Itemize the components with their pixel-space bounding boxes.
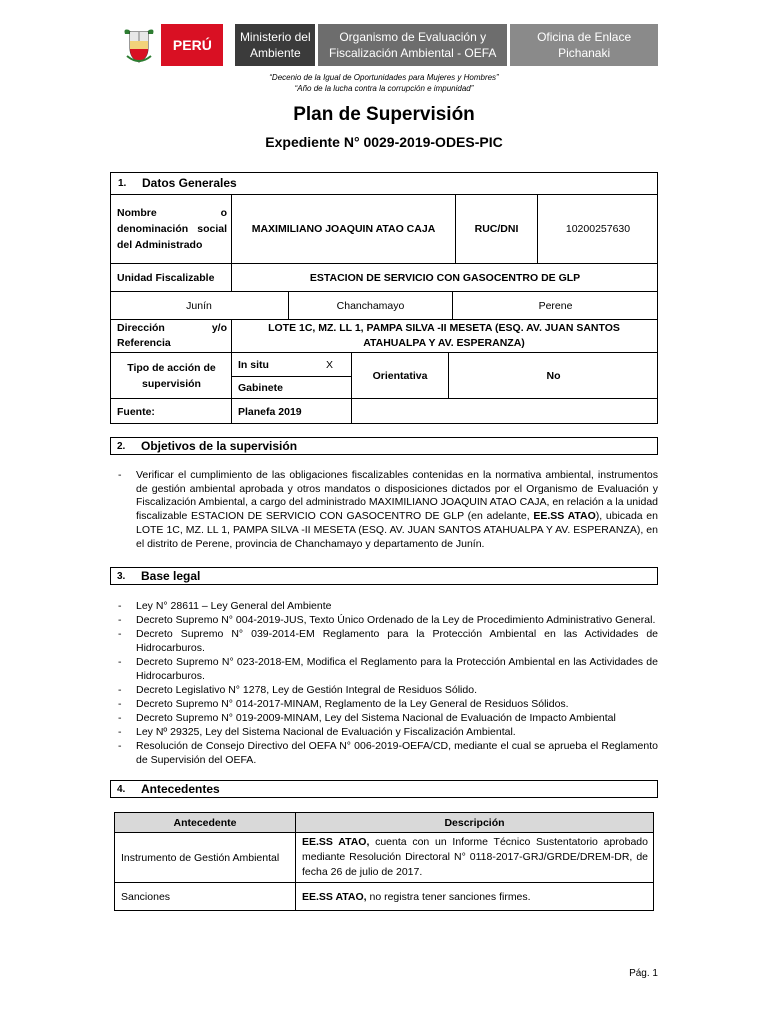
page-title: Plan de Supervisión xyxy=(293,104,475,125)
orientative-label: Orientativa xyxy=(372,369,428,382)
district-value: Perene xyxy=(538,299,573,312)
list-bullet: - xyxy=(118,656,122,668)
in-situ-mark: X xyxy=(326,358,334,371)
action-type-label: Tipo de acción de supervisión xyxy=(127,361,216,390)
orientative-value: No xyxy=(546,369,561,382)
list-bullet: - xyxy=(118,628,122,640)
objective-text-part: Verificar el cumplimiento de las obligaciones fiscalizables contenidas en la normativa ambiental, instrumentos de gestión ambiental aprobada y otros mandatos o disposiciones dictados por el Organismo de Evaluación y Fiscalización Ambiental, a cargo del administrado MAXIMILIANO JOAQUIN ATAO CAJA, en relación a la unidad fiscalizable ESTACION DE SERVICIO CON GASOCENTRO DE GLP (en adelante, xyxy=(136,469,658,523)
legal-item xyxy=(118,684,658,698)
unit-label: Unidad Fiscalizable xyxy=(117,271,215,284)
section4-number: 4. xyxy=(117,783,126,795)
list-bullet: - xyxy=(118,684,122,696)
ruc-value: 10200257630 xyxy=(565,223,631,235)
section4-heading xyxy=(110,780,658,798)
list-bullet: - xyxy=(118,600,122,612)
section3-heading xyxy=(110,567,658,585)
legal-item-text: Resolución de Consejo Directivo del OEFA N° 006-2019-OEFA/CD, mediante el cual se aprueba el Reglamento de Supervisión del OEFA. xyxy=(136,740,658,766)
section3-number: 3. xyxy=(117,570,126,582)
list-bullet: - xyxy=(118,712,122,724)
legal-item xyxy=(118,656,658,683)
legal-item xyxy=(118,614,658,628)
page-number: Pág. 1 xyxy=(629,968,658,979)
legal-item-text: Decreto Legislativo N° 1278, Ley de Gestión Integral de Residuos Sólido. xyxy=(136,684,477,696)
motto-line-1: “Decenio de la Igual de Oportunidades para Mujeres y Hombres” xyxy=(269,73,499,82)
legal-item xyxy=(118,600,658,614)
gabinete-label: Gabinete xyxy=(238,381,283,394)
objective-item xyxy=(118,469,658,551)
legal-item xyxy=(118,712,658,726)
ruc-label: RUC/DNI xyxy=(474,223,519,235)
name-value: MAXIMILIANO JOAQUIN ATAO CAJA xyxy=(251,223,436,235)
row2-description-text: no registra tener sanciones firmes. xyxy=(366,891,531,903)
table-rule xyxy=(231,319,232,424)
list-bullet: - xyxy=(118,469,122,481)
row2-label: Sanciones xyxy=(121,891,171,903)
header-bar xyxy=(118,24,658,66)
legal-item-text: Decreto Supremo N° 019-2009-MINAM, Ley del Sistema Nacional de Evaluación de Impacto Ambiental xyxy=(136,712,616,724)
legal-item xyxy=(118,726,658,740)
col-header-antecedent: Antecedente xyxy=(173,816,237,829)
agency-label: Organismo de Evaluación y Fiscalización Ambiental - OEFA xyxy=(318,24,507,66)
section1-title: Datos Generales xyxy=(142,176,237,190)
row1-label: Instrumento de Gestión Ambiental xyxy=(121,851,280,864)
motto-line-2: “Año de la lucha contra la corrupción e impunidad” xyxy=(294,84,474,93)
row2-description xyxy=(302,883,648,911)
office-label: Oficina de Enlace Pichanaki xyxy=(510,24,658,66)
col-header-description: Descripción xyxy=(444,816,505,829)
section1-number: 1. xyxy=(118,177,127,189)
address-label: Dirección y/o Referencia xyxy=(117,322,227,349)
legal-item-text: Decreto Supremo N° 023-2018-EM, Modifica el Reglamento para la Protección Ambiental en las Actividades de Hidrocarburos. xyxy=(136,656,658,682)
legal-item xyxy=(118,740,658,767)
legal-item-text: Ley Nº 29325, Ley del Sistema Nacional de Evaluación y Fiscalización Ambiental. xyxy=(136,726,516,738)
row1-description xyxy=(302,833,648,882)
row2-description-bold: EE.SS ATAO, xyxy=(302,891,367,903)
coat-of-arms-icon xyxy=(118,24,159,66)
list-bullet: - xyxy=(118,698,122,710)
legal-item xyxy=(118,698,658,712)
ministry-label: Ministerio del Ambiente xyxy=(235,24,315,66)
list-bullet: - xyxy=(118,614,122,626)
section2-title: Objetivos de la supervisión xyxy=(141,439,298,453)
source-label: Fuente: xyxy=(117,405,155,418)
legal-item-text: Decreto Supremo N° 039-2014-EM Reglamento para la Protección Ambiental en las Actividades de Hidrocarburos. xyxy=(136,628,658,654)
section1-heading xyxy=(118,172,237,194)
unit-value: ESTACION DE SERVICIO CON GASOCENTRO DE GLP xyxy=(309,271,581,284)
legal-item xyxy=(118,628,658,655)
legal-item-text: Ley N° 28611 – Ley General del Ambiente xyxy=(136,600,332,612)
page-subtitle: Expediente N° 0029-2019-ODES-PIC xyxy=(265,134,503,150)
list-bullet: - xyxy=(118,726,122,738)
objective-text xyxy=(136,469,658,551)
section2-number: 2. xyxy=(117,440,126,452)
section4-title: Antecedentes xyxy=(141,782,220,796)
name-label: Nombre o denominación social del Administrado xyxy=(117,207,227,251)
province-value: Chanchamayo xyxy=(336,299,405,312)
section3-title: Base legal xyxy=(141,569,201,583)
country-badge: PERÚ xyxy=(161,24,223,66)
row1-description-bold: EE.SS ATAO, xyxy=(302,836,370,848)
section2-heading xyxy=(110,437,658,455)
in-situ-label: In situ xyxy=(238,358,269,371)
region-value: Junín xyxy=(186,299,212,312)
legal-item-text: Decreto Supremo N° 014-2017-MINAM, Reglamento de la Ley General de Residuos Sólidos. xyxy=(136,698,569,710)
objective-text-part: ), ubicada en LOTE 1C, MZ. LL 1, PAMPA SILVA -II MESETA (ESQ. AV. JUAN SANTOS ATAHUALPA Y AV. ESPERANZA), en el distrito de Perene, provincia de Chanchamayo y departamento de Junín. xyxy=(136,510,658,550)
objective-text-bold: EE.SS ATAO xyxy=(533,510,596,523)
source-value: Planefa 2019 xyxy=(238,405,302,418)
address-value: LOTE 1C, MZ. LL 1, PAMPA SILVA -II MESETA (ESQ. AV. JUAN SANTOS ATAHUALPA Y AV. ESPERANZA) xyxy=(268,322,620,349)
legal-item-text: Decreto Supremo N° 004-2019-JUS, Texto Único Ordenado de la Ley de Procedimiento Administrativo General. xyxy=(136,614,656,626)
list-bullet: - xyxy=(118,740,122,752)
row1-description-text: cuenta con un Informe Técnico Sustentatorio aprobado mediante Resolución Directoral N° 0118-2017-GRJ/GRDE/DREM-DR, de fecha 26 de julio de 2017. xyxy=(302,836,648,878)
